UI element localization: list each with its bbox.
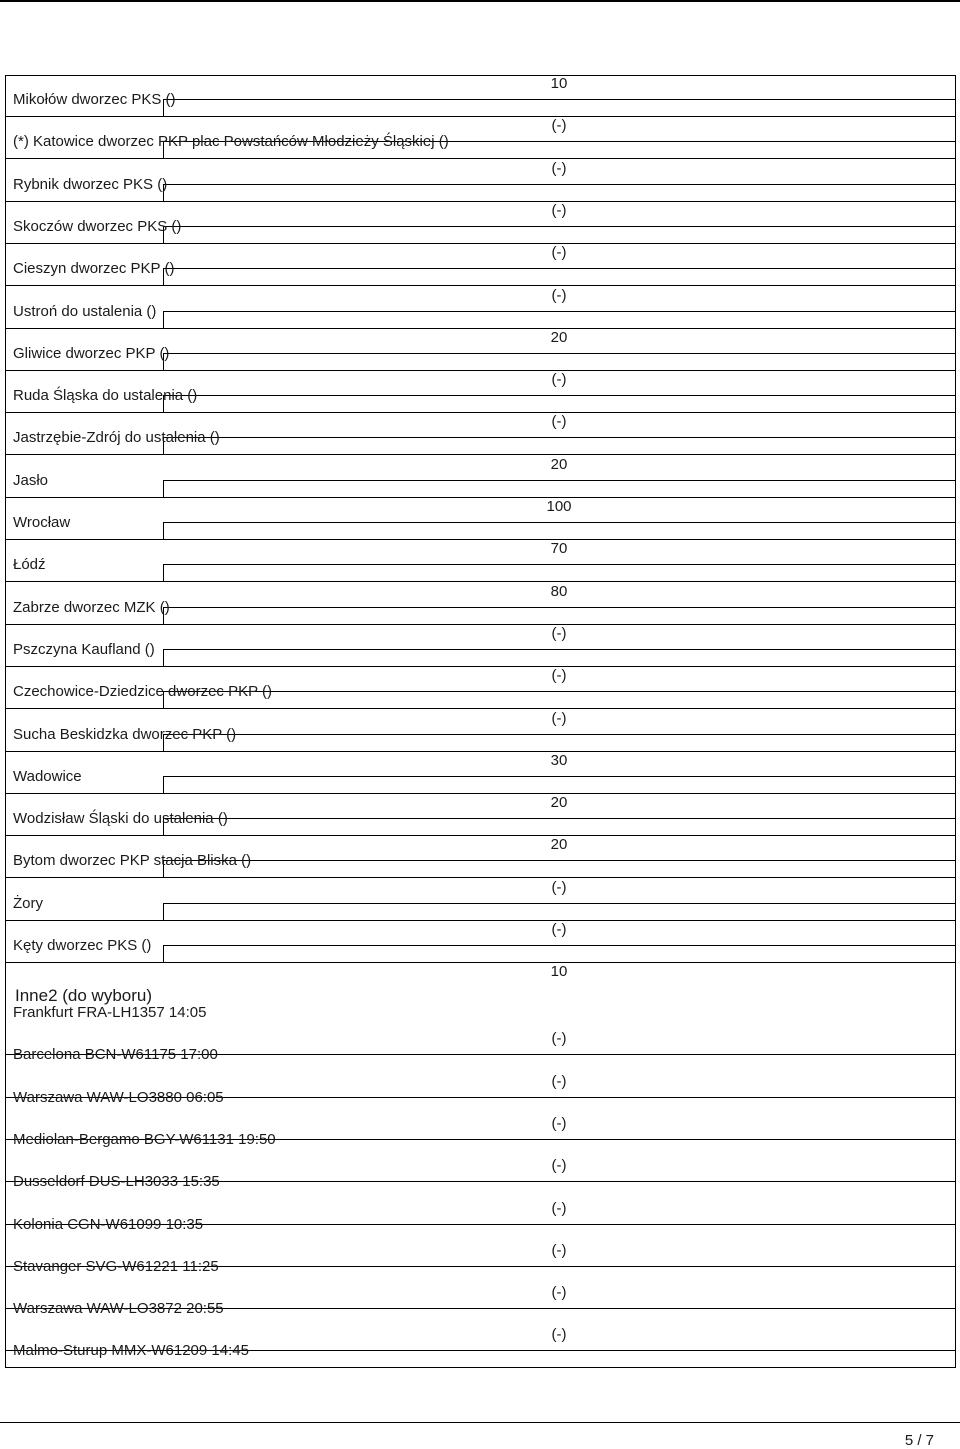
table-row bbox=[0, 667, 960, 709]
row-label: Ustroń do ustalenia () bbox=[13, 302, 157, 320]
row-value: 10 bbox=[550, 75, 568, 92]
table-row bbox=[0, 921, 960, 963]
top-rule bbox=[0, 0, 960, 2]
flight-row bbox=[0, 1073, 960, 1115]
row-label: Wodzisław Śląski do ustalenia () bbox=[13, 810, 228, 828]
row-label: Skoczów dworzec PKS () bbox=[13, 217, 182, 235]
table-row bbox=[0, 625, 960, 667]
flight-label: Malmo-Sturup MMX-W61209 14:45 bbox=[13, 1342, 249, 1360]
value-cell-box bbox=[163, 395, 956, 413]
row-label: Cieszyn dworzec PKP () bbox=[13, 260, 175, 278]
flight-row bbox=[0, 988, 960, 1030]
flight-label: Kolonia CGN-W61099 10:35 bbox=[13, 1215, 204, 1233]
row-value: (-) bbox=[551, 921, 567, 938]
row-label: Gliwice dworzec PKP () bbox=[13, 344, 170, 362]
flight-value: (-) bbox=[551, 1284, 567, 1302]
table-row bbox=[0, 794, 960, 836]
value-cell-box bbox=[163, 649, 956, 667]
flight-label: Stavanger SVG-W61221 11:25 bbox=[13, 1257, 219, 1275]
row-value: (-) bbox=[551, 201, 567, 219]
row-label: Żory bbox=[13, 894, 43, 912]
row-value: 100 bbox=[546, 498, 572, 515]
table-row bbox=[0, 752, 960, 794]
table-row bbox=[0, 329, 960, 371]
table-row bbox=[0, 117, 960, 159]
flight-label: Mediolan-Bergamo BGY-W61131 19:50 bbox=[13, 1130, 276, 1148]
flight-value: (-) bbox=[551, 1157, 567, 1175]
row-value: (-) bbox=[551, 159, 567, 177]
row-label: Sucha Beskidzka dworzec PKP () bbox=[13, 725, 237, 743]
row-label: Mikołów dworzec PKS () bbox=[13, 91, 176, 108]
flight-row bbox=[0, 1030, 960, 1072]
value-cell-box bbox=[163, 184, 956, 202]
row-value: (-) bbox=[551, 667, 567, 685]
table-row bbox=[0, 540, 960, 582]
row-value: 20 bbox=[550, 794, 568, 812]
value-cell-box bbox=[163, 734, 956, 752]
row-value: 70 bbox=[550, 540, 568, 558]
table-row bbox=[0, 202, 960, 244]
row-label: Łódź bbox=[13, 556, 46, 574]
row-value: 20 bbox=[550, 328, 568, 346]
table-row bbox=[0, 413, 960, 455]
row-value: 30 bbox=[550, 751, 568, 769]
value-cell-box bbox=[163, 818, 956, 836]
table-row bbox=[0, 287, 960, 329]
row-value: (-) bbox=[551, 371, 567, 389]
table-row bbox=[0, 244, 960, 286]
row-label: Rybnik dworzec PKS () bbox=[13, 175, 168, 193]
row-label: Wrocław bbox=[13, 514, 71, 531]
row-label: Bytom dworzec PKP stacja Bliska () bbox=[13, 852, 252, 870]
table-row bbox=[0, 75, 960, 117]
flight-row bbox=[0, 1200, 960, 1242]
value-cell-box bbox=[163, 353, 956, 371]
flight-row bbox=[0, 1115, 960, 1157]
flight-label: Warszawa WAW-LO3880 06:05 bbox=[13, 1088, 224, 1106]
value-cell-box bbox=[163, 437, 956, 455]
row-label: Czechowice-Dziedzice dworzec PKP () bbox=[13, 683, 272, 701]
row-value: 10 bbox=[550, 963, 568, 981]
row-value: (-) bbox=[551, 413, 567, 431]
flight-row bbox=[0, 1326, 960, 1368]
table-row bbox=[0, 371, 960, 413]
table-row bbox=[0, 879, 960, 921]
value-cell-box bbox=[163, 564, 956, 582]
value-cell-box bbox=[163, 99, 956, 117]
value-cell-box bbox=[163, 691, 956, 709]
row-value: (-) bbox=[551, 244, 567, 262]
flight-row bbox=[0, 1242, 960, 1284]
table-row bbox=[0, 710, 960, 752]
table-row bbox=[0, 836, 960, 878]
value-cell-box bbox=[163, 268, 956, 286]
row-value: (-) bbox=[551, 624, 567, 642]
value-cell-box bbox=[163, 607, 956, 625]
value-cell-box bbox=[163, 226, 956, 244]
value-cell-box bbox=[163, 776, 956, 794]
row-value: (-) bbox=[551, 117, 567, 135]
flight-label: Barcelona BCN-W61175 17:00 bbox=[13, 1046, 218, 1064]
table-row bbox=[0, 498, 960, 540]
value-cell-box bbox=[163, 903, 956, 921]
flight-value: (-) bbox=[551, 1241, 567, 1259]
row-value: (-) bbox=[551, 878, 567, 896]
row-label: Wadowice bbox=[13, 767, 82, 785]
row-value: 80 bbox=[550, 582, 568, 600]
value-cell-box bbox=[163, 480, 956, 498]
flight-value: (-) bbox=[551, 1072, 567, 1090]
flight-label: Frankfurt FRA-LH1357 14:05 bbox=[13, 1004, 207, 1021]
footer-rule bbox=[0, 1422, 960, 1423]
flight-value: (-) bbox=[551, 1114, 567, 1132]
table-row bbox=[0, 583, 960, 625]
row-label: (*) Katowice dworzec PKP plac Powstańców Młodzieży Śląskiej () bbox=[13, 133, 449, 151]
row-value: (-) bbox=[551, 709, 567, 727]
section-heading: Inne2 (do wyboru) bbox=[15, 986, 153, 1005]
flight-label: Warszawa WAW-LO3872 20:55 bbox=[13, 1300, 224, 1318]
row-value: 20 bbox=[550, 836, 568, 854]
flight-label: Dusseldorf DUS-LH3033 15:35 bbox=[13, 1173, 220, 1191]
value-cell-box bbox=[163, 945, 956, 963]
row-label: Ruda Śląska do ustalenia () bbox=[13, 387, 198, 405]
row-label: Pszczyna Kaufland () bbox=[13, 640, 155, 658]
value-cell-box bbox=[163, 522, 956, 540]
flight-row bbox=[0, 1284, 960, 1326]
table-row bbox=[0, 160, 960, 202]
flight-value: (-) bbox=[551, 1199, 567, 1217]
table-row bbox=[0, 456, 960, 498]
row-label: Zabrze dworzec MZK () bbox=[13, 598, 170, 616]
row-label: Jasło bbox=[13, 471, 49, 489]
row-label: Kęty dworzec PKS () bbox=[13, 937, 152, 954]
flight-row bbox=[0, 1157, 960, 1199]
row-value: 20 bbox=[550, 455, 568, 473]
flight-value: (-) bbox=[551, 1326, 567, 1344]
flight-value: (-) bbox=[551, 1030, 567, 1048]
value-cell-box bbox=[163, 860, 956, 878]
row-value: (-) bbox=[551, 286, 567, 304]
page-number: 5 / 7 bbox=[904, 1432, 934, 1449]
row-label: Jastrzębie-Zdrój do ustalenia () bbox=[13, 429, 220, 447]
value-cell-box bbox=[163, 311, 956, 329]
